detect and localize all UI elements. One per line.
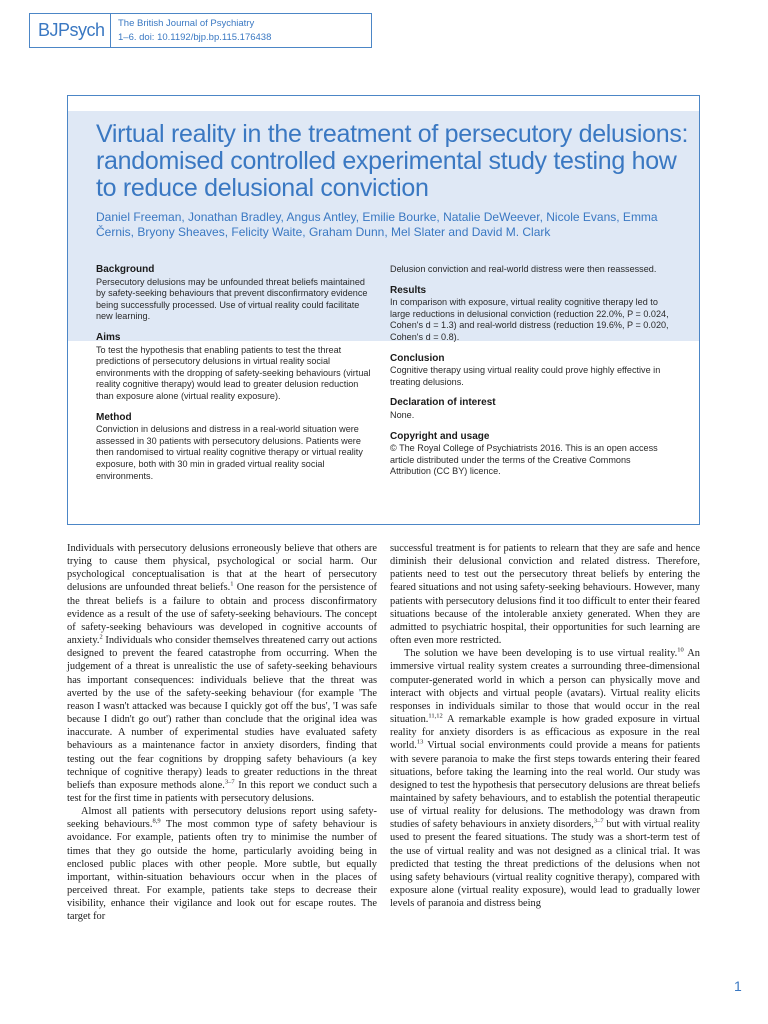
method-text-continued: Delusion conviction and real-world distress were then reassessed. xyxy=(390,264,657,274)
text-run: In this report we conduct such a test for the first time in patients with persecutory delusions. xyxy=(67,779,378,804)
conclusion-heading: Conclusion xyxy=(390,352,445,364)
conclusion-text: Cognitive therapy using virtual reality could prove highly effective in treating delusions. xyxy=(390,365,661,387)
citation: 3–7 xyxy=(593,817,604,825)
citation: 2 xyxy=(99,633,103,641)
background-heading: Background xyxy=(96,264,155,275)
citation: 13 xyxy=(416,738,424,746)
header-divider xyxy=(110,14,111,47)
text-run: The most common type of safety behaviour is avoidance. For example, patients often try to minimise the number of times that they go outside the home, particularly avoiding being in enclosed public places with other people. More subtle, but equally important, within-situation behaviours occur when in the places of perceived threat. For example, patients take steps to decrease their visibility, enhance their vigilance and look out for escape routes. The target for xyxy=(67,819,377,923)
abstract-left-column xyxy=(96,264,376,491)
citation: 10 xyxy=(677,646,684,654)
text-run: A remarkable example is how graded exposure in virtual reality for anxiety disorders is as efficacious as exposure in the real world. xyxy=(390,714,700,752)
citation: 8,9 xyxy=(152,817,161,825)
text-run: Individuals with persecutory delusions erroneously believe that others are trying to cause them physical, psychological or social harm. Our psychological conceptualisation is that at the heart of persecutory delusions are unfounded threat beliefs. xyxy=(67,543,377,594)
copyright-heading: Copyright and usage xyxy=(390,430,490,442)
interest-heading: Declaration of interest xyxy=(390,397,496,409)
body-left-column xyxy=(67,542,377,924)
text-run: One reason for the persistence of the threat beliefs is a failure to obtain and process disconfirmatory evidence as a result of the use of safety-seeking behaviours. The concept of safety-seeking behaviours was developed in cognitive accounts of anxiety. xyxy=(67,582,378,647)
body-paragraph: successful treatment is for patients to relearn that they are safe and hence diminish their delusional conviction and related distress. Therefore, patients need to test out the persecutory threat beliefs by entering the feared situations and not using safety-seeking behaviours. However, many patients with persecutory delusions find it too difficult to enter their feared situations because of the intolerable anxiety generated. When they are admitted to psychiatric hospital, their opportunities for such learning are often even more restricted. xyxy=(390,543,700,647)
text-run: The solution we have been developing is to use virtual reality. xyxy=(404,648,678,660)
aims-heading: Aims xyxy=(96,331,121,343)
article-title: Virtual reality in the treatment of persecutory delusions: randomised controlled experimental study testing how to reduce delusional conviction xyxy=(96,120,689,202)
method-text: Conviction in delusions and distress in a real-world situation were assessed in 30 patients with persecutory delusions. Patients were then randomised to virtual reality cognitive therapy or virtual reality exposure, both with 30 min in graded virtual reality social environments. xyxy=(96,424,363,481)
doi-line: 1–6. doi: 10.1192/bjp.bp.115.176438 xyxy=(118,32,272,43)
abstract-box xyxy=(67,95,700,525)
journal-name: The British Journal of Psychiatry xyxy=(118,18,255,29)
background-text: Persecutory delusions may be unfounded threat beliefs maintained by safety-seeking behaviours that prevent disconfirmatory evidence being successfully processed. Use of virtual reality could facilitate new learning. xyxy=(96,276,368,322)
body-paragraph xyxy=(67,805,377,923)
results-text: In comparison with exposure, virtual reality cognitive therapy led to large reductions in delusional conviction (reduction 22.0%, P = 0.024, Cohen's d = 1.3) and real-world distress (reduction 19.6%, P = 0.020, Cohen's d = 0.8). xyxy=(390,297,669,342)
page-number: 1 xyxy=(734,978,742,994)
results-heading: Results xyxy=(390,284,427,296)
body-paragraph xyxy=(390,647,700,910)
citation: 11,12 xyxy=(428,712,443,720)
journal-header xyxy=(29,13,372,48)
text-run: Individuals who consider themselves threatened carry out actions designed to prevent the feared catastrophe from occurring. When the judgement of a threat is unrealistic the use of safety-seeking behaviours has important consequences: individuals believe that the threat was averted by the use of the safety-seeking behaviour (for example 'The reason I wasn't attacked was because I quickly got off the bus', 'I was safe because I didn't go out') rather than conclude that the original idea was inaccurate. A number of experimental studies have evaluated safety behaviours as a maintenance factor in anxiety disorders, finding that testing out the fear cognitions by dropping safety behaviours (a key technique of cognitive therapy) leads to greater reductions in the threat beliefs than exposure methods alone. xyxy=(67,635,377,791)
aims-text: To test the hypothesis that enabling patients to test the threat predictions of persecutory delusions in virtual reality social environments with the dropping of safety-seeking behaviours (virtual reality cognitive therapy) would lead to greater delusion reduction than exposure alone (virtual reality exposure). xyxy=(96,344,371,401)
body-right-column xyxy=(390,542,700,910)
interest-text: None. xyxy=(390,409,415,420)
text-run: but with virtual reality used to present the feared situations. The study was a short-term test of the use of virtual reality and was not designed as a clinical trial. It was predicted that testing the threat predictions of the delusions when not using safety behaviours (virtual reality cognitive therapy), compared with exposure alone (virtual reality exposure), would lead to gradually lower levels of paranoia and distress being xyxy=(390,819,700,910)
abstract-right-column xyxy=(390,264,670,487)
citation: 3–7 xyxy=(224,778,235,786)
method-heading: Method xyxy=(96,411,132,423)
citation: 1 xyxy=(230,581,234,588)
copyright-text: © The Royal College of Psychiatrists 2016. This is an open access article distributed under the terms of the Creative Commons Attribution (CC BY) licence. xyxy=(390,443,658,477)
author-list: Daniel Freeman, Jonathan Bradley, Angus Antley, Emilie Bourke, Natalie DeWeever, Nicole Evans, Emma Černis, Bryony Sheaves, Felicity Waite, Graham Dunn, Mel Slater and David M. Clark xyxy=(96,210,658,239)
text-run: Virtual social environments could provide a means for patients with severe paranoia to make the first steps towards entering their feared situations, before taking the learning into the real world. Our study was designed to test the hypothesis that persecutory delusions are threat beliefs maintained by safety behaviours, and to establish the potential therapeutic use of virtual reality for delusions. The methodology was drawn from studies of safety behaviours in anxiety disorders, xyxy=(390,740,700,831)
text-run: An immersive virtual reality system creates a surrounding three-dimensional computer-generated world in which a person can physically move and interact with objects and virtual people (avatars). Virtual reality elicits responses in individuals similar to those that would occur in the real situation. xyxy=(390,648,700,726)
body-paragraph xyxy=(67,542,377,805)
bjpsych-logo: BJPsych xyxy=(38,20,105,40)
text-run: Almost all patients with persecutory delusions report using safety-seeking behaviours. xyxy=(67,806,377,831)
